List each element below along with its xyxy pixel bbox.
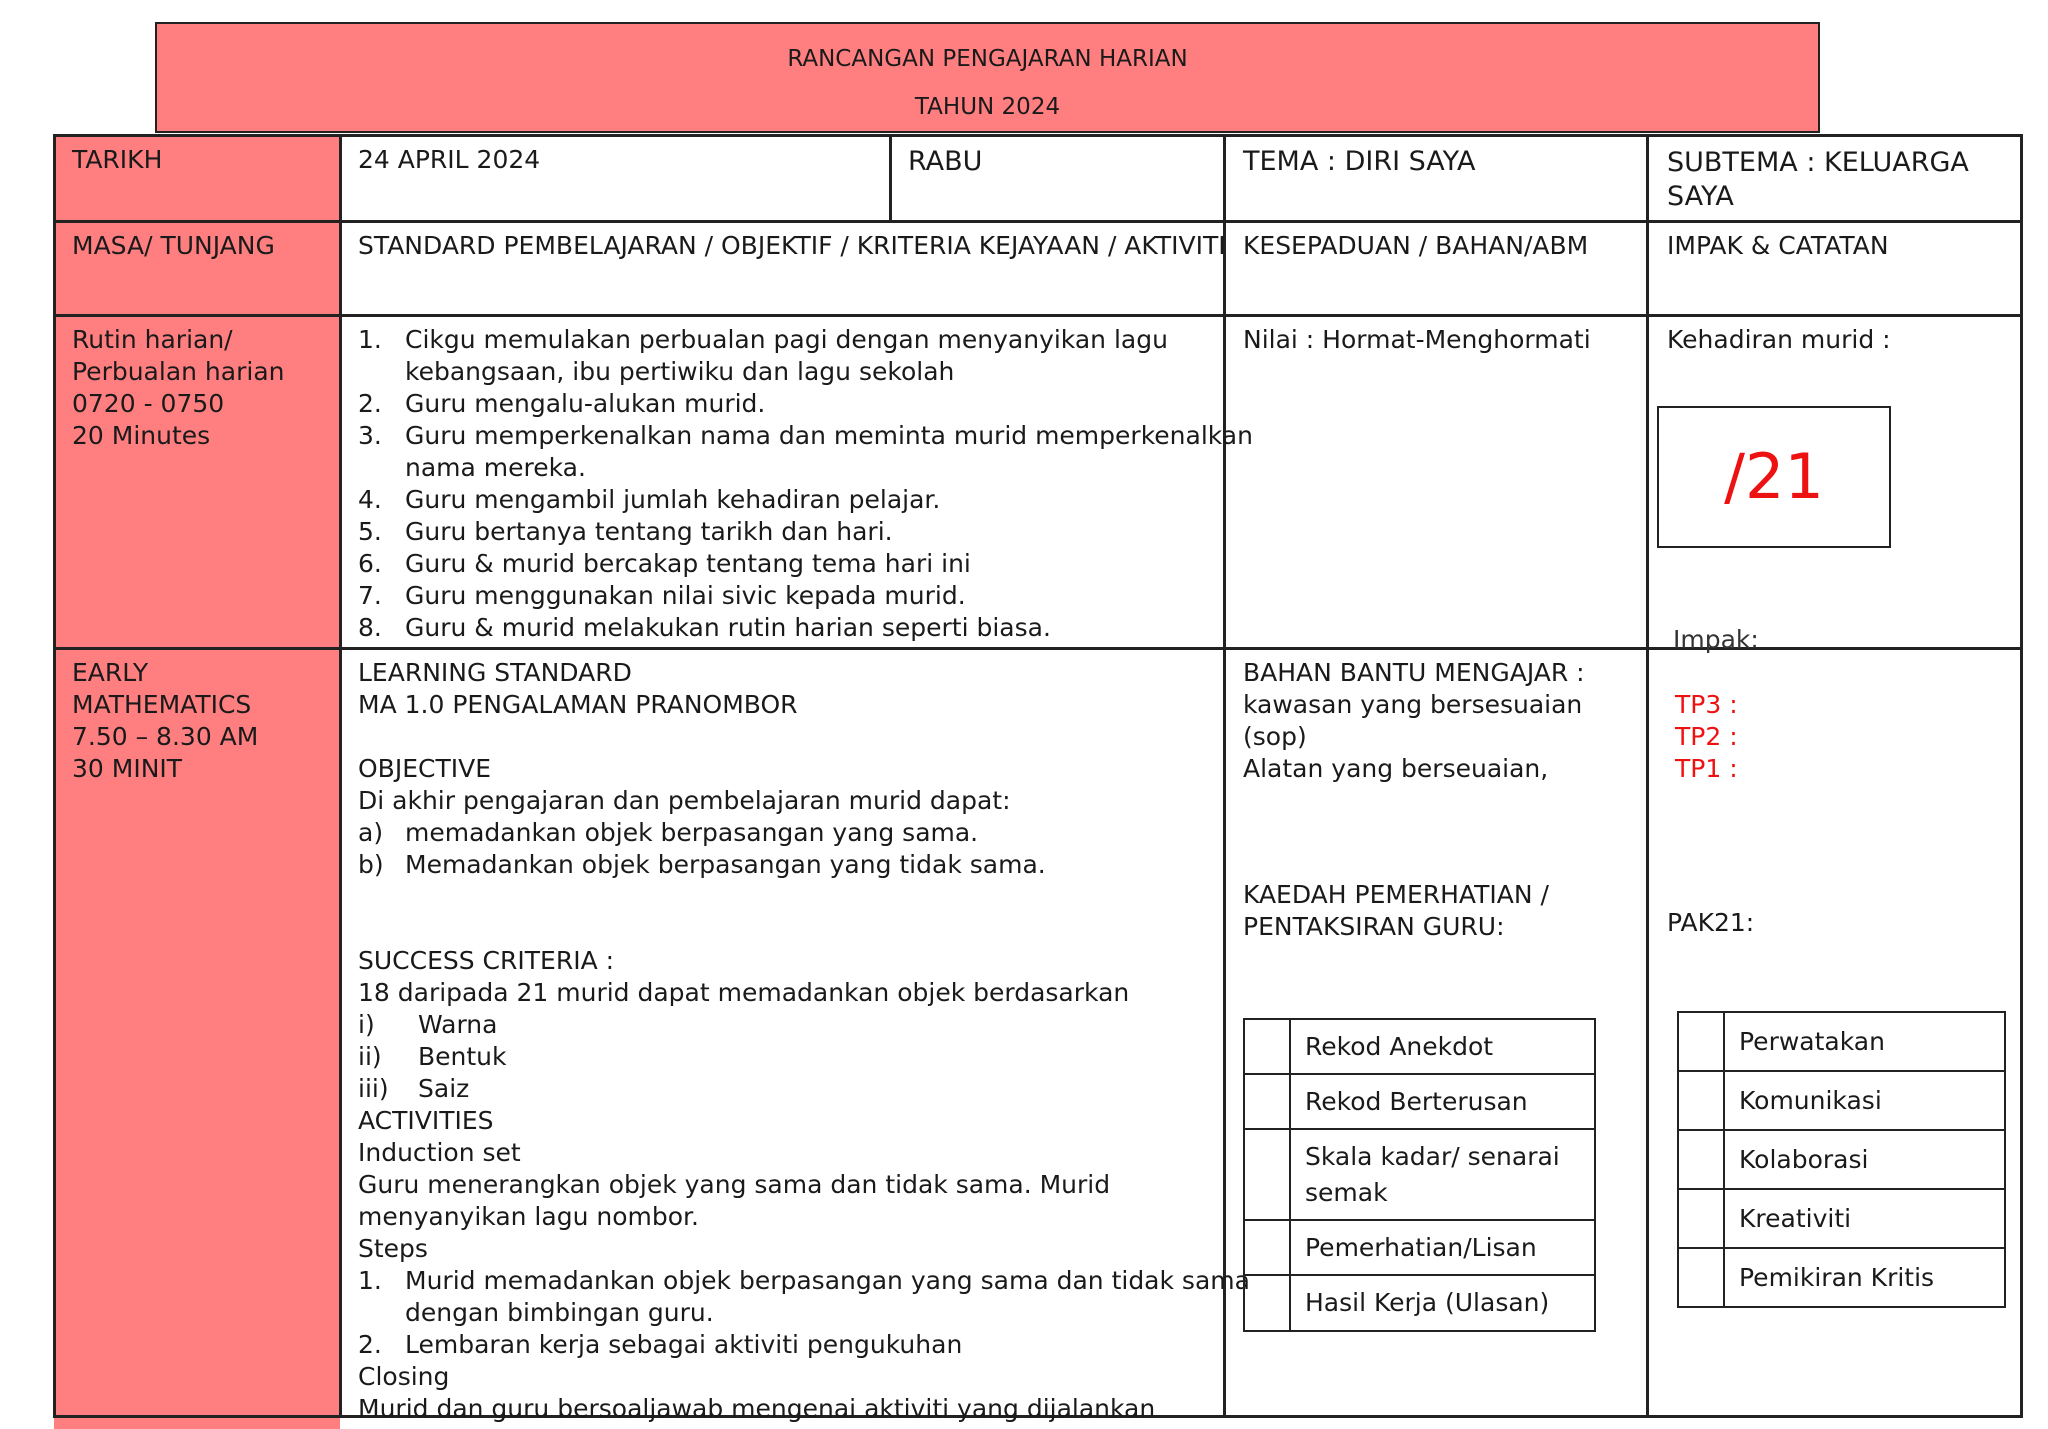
step-text: Guru mengalu-alukan murid. [405, 389, 766, 418]
col-divider [889, 134, 892, 222]
list-item [358, 849, 1250, 881]
subtema-value [1667, 146, 1969, 214]
step-text: kebangsaan, ibu pertiwiku dan lagu sekolah [405, 357, 955, 386]
step-text: Guru memperkenalkan nama dan meminta murid memperkenalkan [405, 421, 1253, 450]
induction-text: Guru menerangkan objek yang sama dan tidak sama. Murid [358, 1170, 1111, 1199]
table-border-top [53, 134, 2022, 137]
standard-code: MA 1.0 PENGALAMAN PRANOMBOR [358, 690, 798, 719]
bbm-line: kawasan yang bersesuaian [1243, 690, 1583, 719]
list-item [358, 548, 1253, 580]
steps-heading: Steps [358, 1234, 428, 1263]
checklist-row [1244, 1129, 1595, 1220]
checkbox[interactable] [1678, 1248, 1724, 1307]
list-item [358, 516, 1253, 548]
kaedah-line: PENTAKSIRAN GURU: [1243, 912, 1505, 941]
table-border-right [2020, 134, 2023, 1418]
option-label [1290, 1129, 1595, 1220]
checklist-row [1678, 1130, 2005, 1189]
option-label-line: Skala kadar/ senarai [1305, 1141, 1560, 1171]
checkbox[interactable] [1678, 1189, 1724, 1248]
step-number: 5. [358, 517, 382, 546]
step-number: 8. [358, 613, 382, 642]
rutin-steps [358, 324, 1253, 644]
checklist-row [1244, 1019, 1595, 1074]
step-number: 2. [358, 1330, 382, 1359]
time-line: Rutin harian/ [72, 325, 233, 354]
kehadiran-label: Kehadiran murid : [1667, 325, 1891, 354]
col-divider [339, 134, 342, 1418]
list-item [358, 484, 1253, 516]
step-text: Lembaran kerja sebagai aktiviti pengukuhan [405, 1330, 963, 1359]
pak21-label: PAK21: [1667, 908, 1755, 937]
step-number: 2. [358, 389, 382, 418]
criteria-text: Saiz [418, 1074, 470, 1103]
step-text: Guru bertanya tentang tarikh dan hari. [405, 517, 893, 546]
induction-heading: Induction set [358, 1138, 521, 1167]
kaedah-checklist [1243, 1018, 1596, 1332]
step-number: 1. [358, 325, 382, 354]
tp-list [1675, 689, 1738, 785]
criteria-text: Warna [418, 1010, 498, 1039]
col-divider [1646, 134, 1649, 1418]
day-value: RABU [908, 146, 983, 177]
checkbox[interactable] [1244, 1220, 1290, 1275]
list-item [358, 420, 1253, 484]
impak-header: IMPAK & CATATAN [1667, 231, 1889, 260]
success-criteria-heading: SUCCESS CRITERIA : [358, 946, 615, 975]
impak-label: Impak: [1673, 625, 1759, 654]
step-number: 7. [358, 581, 382, 610]
activities-heading: ACTIVITIES [358, 1106, 494, 1135]
subtema-line: SUBTEMA : KELUARGA [1667, 147, 1969, 178]
time-line: 0720 - 0750 [72, 389, 225, 418]
list-item [358, 1265, 1250, 1329]
plan-header [155, 22, 1820, 133]
bbm-block [1243, 657, 1585, 785]
list-item [358, 324, 1253, 388]
rutin-time-block [72, 324, 285, 452]
time-line: Perbualan harian [72, 357, 285, 386]
bbm-heading: BAHAN BANTU MENGAJAR : [1243, 658, 1585, 687]
tema-value: TEMA : DIRI SAYA [1243, 146, 1476, 177]
subtema-line: SAYA [1667, 181, 1734, 212]
checkbox[interactable] [1678, 1130, 1724, 1189]
objective-intro: Di akhir pengajaran dan pembelajaran murid dapat: [358, 786, 1011, 815]
attendance-box[interactable] [1657, 406, 1891, 548]
checklist-row [1678, 1012, 2005, 1071]
step-number: 1. [358, 1266, 382, 1295]
checkbox[interactable] [1244, 1074, 1290, 1129]
checkbox[interactable] [1678, 1012, 1724, 1071]
list-item [358, 388, 1253, 420]
time-line: MATHEMATICS [72, 690, 252, 719]
step-number: 6. [358, 549, 382, 578]
step-text: Guru mengambil jumlah kehadiran pelajar. [405, 485, 941, 514]
option-label: Perwatakan [1724, 1012, 2005, 1071]
list-item [358, 1073, 1250, 1105]
objective-heading: OBJECTIVE [358, 754, 491, 783]
list-item [358, 817, 1250, 849]
criteria-text: Bentuk [418, 1042, 507, 1071]
checklist-row [1244, 1074, 1595, 1129]
option-label-line: semak [1305, 1177, 1388, 1207]
step-text: nama mereka. [405, 453, 586, 482]
objective-text: memadankan objek berpasangan yang sama. [405, 818, 979, 847]
step-number: 4. [358, 485, 382, 514]
option-label: Pemikiran Kritis [1724, 1248, 2005, 1307]
plan-year: TAHUN 2024 [914, 94, 1061, 120]
step-text: Guru & murid melakukan rutin harian seperti biasa. [405, 613, 1051, 642]
kaedah-line: KAEDAH PEMERHATIAN / [1243, 880, 1549, 909]
objective-letter: a) [358, 818, 384, 847]
learning-standard-heading: LEARNING STANDARD [358, 658, 632, 687]
tp-item: TP3 : [1675, 690, 1738, 719]
checklist-row [1678, 1189, 2005, 1248]
kesepaduan-header: KESEPADUAN / BAHAN/ABM [1243, 231, 1589, 260]
time-line: 20 Minutes [72, 421, 211, 450]
lesson-content [358, 657, 1250, 1425]
masa-header: MASA/ TUNJANG [72, 231, 275, 260]
standard-header: STANDARD PEMBELAJARAN / OBJEKTIF / KRITERIA KEJAYAAN / AKTIVITI [358, 231, 1226, 260]
checklist-row [1244, 1275, 1595, 1331]
criteria-number: ii) [358, 1042, 382, 1071]
checklist-row [1678, 1071, 2005, 1130]
tarikh-label: TARIKH [72, 145, 163, 174]
list-item [358, 612, 1253, 644]
time-line: 7.50 – 8.30 AM [72, 722, 259, 751]
option-label: Rekod Berterusan [1290, 1074, 1595, 1129]
date-value: 24 APRIL 2024 [358, 145, 541, 174]
step-text: Murid memadankan objek berpasangan yang sama dan tidak sama [405, 1266, 1250, 1295]
plan-title: RANCANGAN PENGAJARAN HARIAN [787, 46, 1188, 72]
criteria-number: iii) [358, 1074, 389, 1103]
step-text: Cikgu memulakan perbualan pagi dengan menyanyikan lagu [405, 325, 1168, 354]
time-line: EARLY [72, 658, 149, 687]
option-label: Kolaborasi [1724, 1130, 2005, 1189]
bbm-line: Alatan yang berseuaian, [1243, 754, 1549, 783]
list-item [358, 580, 1253, 612]
step-text: dengan bimbingan guru. [405, 1298, 714, 1327]
closing-text: Murid dan guru bersoaljawab mengenai aktiviti yang dijalankan [358, 1394, 1156, 1423]
checkbox[interactable] [1244, 1129, 1290, 1220]
option-label: Hasil Kerja (Ulasan) [1290, 1275, 1595, 1331]
objective-letter: b) [358, 850, 384, 879]
step-text: Guru menggunakan nilai sivic kepada murid. [405, 581, 966, 610]
checkbox[interactable] [1244, 1275, 1290, 1331]
list-item [358, 1329, 1250, 1361]
tp-item: TP1 : [1675, 754, 1738, 783]
row-divider [53, 220, 2022, 223]
tp-item: TP2 : [1675, 722, 1738, 751]
option-label: Kreativiti [1724, 1189, 2005, 1248]
list-item [358, 1041, 1250, 1073]
math-time-block [72, 657, 258, 785]
closing-heading: Closing [358, 1362, 450, 1391]
objective-text: Memadankan objek berpasangan yang tidak sama. [405, 850, 1046, 879]
list-item [358, 1009, 1250, 1041]
option-label: Pemerhatian/Lisan [1290, 1220, 1595, 1275]
pak21-checklist [1677, 1011, 2006, 1308]
step-text: Guru & murid bercakap tentang tema hari ini [405, 549, 971, 578]
attendance-value: /21 [1724, 440, 1824, 513]
option-label: Komunikasi [1724, 1071, 2005, 1130]
time-line: 30 MINIT [72, 754, 183, 783]
checkbox[interactable] [1244, 1019, 1290, 1074]
criteria-number: i) [358, 1010, 375, 1039]
nilai-text: Nilai : Hormat-Menghormati [1243, 325, 1591, 354]
checkbox[interactable] [1678, 1071, 1724, 1130]
criteria-intro: 18 daripada 21 murid dapat memadankan objek berdasarkan [358, 978, 1130, 1007]
bbm-line: (sop) [1243, 722, 1307, 751]
checklist-row [1244, 1220, 1595, 1275]
step-number: 3. [358, 421, 382, 450]
option-label: Rekod Anekdot [1290, 1019, 1595, 1074]
kaedah-heading [1243, 879, 1549, 943]
checklist-row [1678, 1248, 2005, 1307]
row-divider [53, 314, 2022, 317]
col-divider [53, 134, 56, 1418]
induction-text: menyanyikan lagu nombor. [358, 1202, 699, 1231]
